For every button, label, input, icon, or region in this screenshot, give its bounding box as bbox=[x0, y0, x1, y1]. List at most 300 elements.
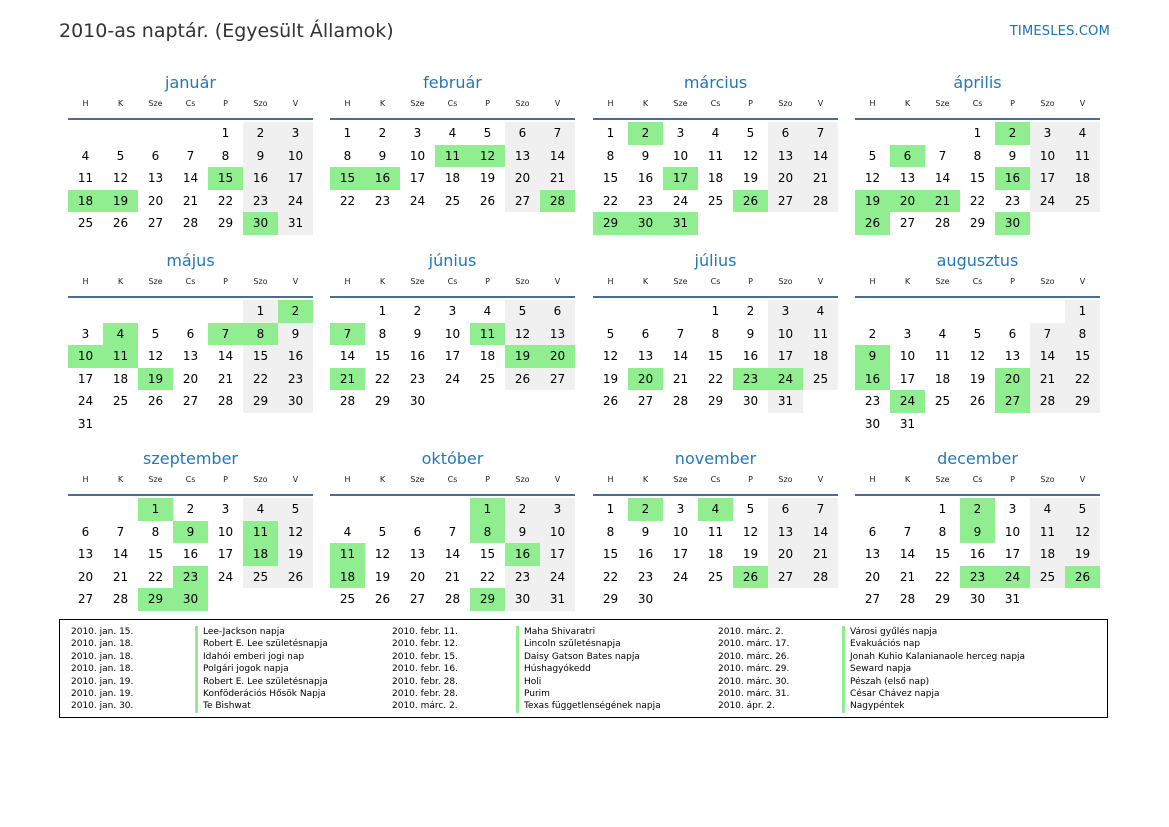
weekday-label: P bbox=[1010, 277, 1015, 286]
day-cell: 19 bbox=[374, 569, 391, 584]
holiday-date: 2010. febr. 11. bbox=[392, 627, 458, 637]
day-cell: 3 bbox=[768, 300, 803, 323]
day-cell: 26 bbox=[969, 394, 986, 408]
weekday-label: H bbox=[344, 475, 351, 484]
day-grid bbox=[593, 300, 838, 413]
day-cell: 28 bbox=[803, 566, 838, 589]
month-name: december bbox=[937, 449, 1018, 468]
holiday-row bbox=[392, 638, 661, 650]
day-cell: 28 bbox=[934, 216, 951, 230]
day-cell: 18 bbox=[444, 171, 461, 185]
day-cell: 29 bbox=[1065, 390, 1100, 413]
empty-cell bbox=[173, 122, 208, 145]
day-cell: 22 bbox=[479, 569, 496, 584]
day-cell: 6 bbox=[768, 498, 803, 521]
day-grid bbox=[330, 300, 575, 413]
day-cell: 28 bbox=[672, 394, 689, 408]
day-cell: 15 bbox=[479, 547, 496, 561]
day-cell: 4 bbox=[803, 300, 838, 323]
weekday-label: Szo bbox=[1040, 277, 1055, 286]
holiday-name: Seward napja bbox=[842, 663, 911, 675]
holiday-row bbox=[71, 663, 328, 675]
day-cell: 16 bbox=[742, 349, 759, 363]
weekday-label: K bbox=[642, 475, 649, 484]
day-cell: 1 bbox=[973, 126, 982, 140]
empty-cell bbox=[890, 300, 925, 323]
weekday-label: Szo bbox=[1040, 475, 1055, 484]
month-12 bbox=[855, 449, 1100, 611]
month-9 bbox=[68, 449, 313, 611]
day-cell: 6 bbox=[151, 148, 160, 163]
day-cell: 5 bbox=[606, 326, 615, 341]
day-cell: 29 bbox=[969, 216, 986, 230]
holiday-row bbox=[718, 700, 1025, 712]
holiday-date: 2010. ápr. 2. bbox=[718, 701, 776, 712]
month-name: október bbox=[421, 449, 484, 468]
holiday-row bbox=[392, 688, 661, 700]
holiday-name: Húshagyókedd bbox=[516, 663, 591, 675]
weekday-label: V bbox=[817, 277, 824, 286]
weekday-header bbox=[593, 274, 838, 298]
day-cell: 1 bbox=[606, 126, 615, 140]
empty-cell bbox=[68, 300, 103, 323]
month-10 bbox=[330, 449, 575, 611]
day-cell: 1 bbox=[378, 304, 387, 318]
weekday-label: Cs bbox=[185, 475, 196, 484]
empty-cell bbox=[628, 300, 663, 323]
day-cell: 29 bbox=[243, 390, 278, 413]
holiday-day-cell: 16 bbox=[505, 543, 540, 566]
day-cell: 20 bbox=[409, 569, 426, 584]
holiday-day-cell: 8 bbox=[470, 521, 505, 544]
weekday-label: P bbox=[748, 277, 753, 286]
day-cell: 28 bbox=[899, 592, 916, 606]
day-cell: 29 bbox=[217, 216, 234, 230]
day-cell: 10 bbox=[899, 349, 916, 363]
day-cell: 17 bbox=[278, 167, 313, 190]
day-cell: 17 bbox=[1030, 167, 1065, 190]
empty-cell bbox=[103, 122, 138, 145]
day-cell: 7 bbox=[803, 122, 838, 145]
day-cell: 14 bbox=[112, 547, 129, 561]
weekday-label: V bbox=[817, 99, 824, 108]
holiday-row bbox=[718, 626, 1025, 638]
weekday-label: Szo bbox=[515, 475, 530, 484]
day-cell: 24 bbox=[278, 190, 313, 213]
day-cell: 13 bbox=[637, 349, 654, 363]
day-cell: 24 bbox=[540, 566, 575, 589]
day-cell: 24 bbox=[1030, 190, 1065, 213]
day-cell: 12 bbox=[864, 171, 881, 185]
weekday-header bbox=[330, 472, 575, 496]
holiday-day-cell: 11 bbox=[435, 145, 470, 168]
day-cell: 15 bbox=[602, 171, 619, 185]
holiday-day-cell: 29 bbox=[138, 588, 173, 611]
day-cell: 17 bbox=[768, 345, 803, 368]
day-cell: 23 bbox=[637, 193, 654, 208]
holiday-day-cell: 16 bbox=[365, 167, 400, 190]
holiday-day-cell: 26 bbox=[733, 566, 768, 589]
holiday-day-cell: 2 bbox=[628, 498, 663, 521]
day-cell: 24 bbox=[672, 569, 689, 584]
holiday-name: Polgári jogok napja bbox=[195, 663, 289, 675]
day-cell: 19 bbox=[278, 543, 313, 566]
weekday-label: H bbox=[607, 99, 614, 108]
day-cell: 14 bbox=[1030, 345, 1065, 368]
weekday-header bbox=[330, 274, 575, 298]
month-name: február bbox=[423, 73, 482, 92]
holiday-column bbox=[71, 626, 328, 713]
day-cell: 9 bbox=[505, 521, 540, 544]
day-cell: 23 bbox=[864, 394, 881, 408]
day-cell: 25 bbox=[112, 394, 129, 408]
holiday-day-cell: 21 bbox=[330, 368, 365, 391]
day-cell: 28 bbox=[803, 190, 838, 213]
day-cell: 17 bbox=[217, 547, 234, 561]
weekday-label: K bbox=[642, 99, 649, 108]
weekday-label: P bbox=[1010, 475, 1015, 484]
day-cell: 2 bbox=[505, 498, 540, 521]
day-cell: 3 bbox=[221, 502, 230, 516]
day-cell: 15 bbox=[969, 171, 986, 185]
day-grid bbox=[68, 122, 313, 235]
day-cell: 31 bbox=[77, 416, 94, 431]
day-cell: 22 bbox=[707, 371, 724, 386]
holiday-day-cell: 11 bbox=[330, 543, 365, 566]
day-cell: 24 bbox=[444, 371, 461, 386]
day-cell: 7 bbox=[903, 524, 912, 539]
day-cell: 25 bbox=[803, 368, 838, 391]
day-cell: 20 bbox=[864, 569, 881, 584]
holiday-date: 2010. márc. 26. bbox=[718, 651, 790, 662]
day-cell: 8 bbox=[973, 148, 982, 163]
holiday-date: 2010. jan. 18. bbox=[71, 639, 134, 650]
holiday-day-cell: 16 bbox=[855, 368, 890, 391]
holiday-date: 2010. febr. 28. bbox=[392, 676, 458, 687]
day-cell: 30 bbox=[505, 588, 540, 611]
holiday-day-cell: 20 bbox=[890, 190, 925, 213]
holiday-name: Holi bbox=[516, 676, 541, 688]
day-cell: 9 bbox=[641, 148, 650, 163]
day-cell: 23 bbox=[374, 193, 391, 208]
holiday-day-cell: 20 bbox=[628, 368, 663, 391]
day-cell: 9 bbox=[243, 145, 278, 168]
day-cell: 22 bbox=[934, 569, 951, 584]
day-cell: 8 bbox=[221, 148, 230, 163]
weekday-label: P bbox=[223, 99, 228, 108]
holiday-name: Daisy Gatson Bates napja bbox=[516, 651, 640, 663]
day-cell: 7 bbox=[116, 524, 125, 539]
day-cell: 6 bbox=[641, 326, 650, 341]
empty-cell bbox=[400, 498, 435, 521]
month-4 bbox=[855, 73, 1100, 235]
holiday-day-cell: 27 bbox=[995, 390, 1030, 413]
day-cell: 14 bbox=[672, 349, 689, 363]
day-cell: 24 bbox=[77, 394, 94, 408]
day-cell: 19 bbox=[742, 171, 759, 185]
day-cell: 11 bbox=[934, 349, 951, 363]
holiday-day-cell: 26 bbox=[733, 190, 768, 213]
holiday-name: Texas függetlenségének napja bbox=[516, 700, 661, 712]
holiday-day-cell: 30 bbox=[995, 212, 1030, 235]
weekday-label: Szo bbox=[515, 277, 530, 286]
weekday-label: P bbox=[748, 475, 753, 484]
day-cell: 26 bbox=[147, 394, 164, 408]
month-8 bbox=[855, 251, 1100, 435]
day-cell: 27 bbox=[637, 394, 654, 408]
day-cell: 27 bbox=[864, 592, 881, 606]
holiday-date: 2010. jan. 18. bbox=[71, 651, 134, 662]
empty-cell bbox=[435, 498, 470, 521]
day-cell: 28 bbox=[1030, 390, 1065, 413]
day-cell: 3 bbox=[448, 304, 457, 318]
holiday-day-cell: 30 bbox=[628, 212, 663, 235]
day-cell: 20 bbox=[768, 543, 803, 566]
holiday-day-cell: 11 bbox=[470, 323, 505, 346]
holiday-day-cell: 15 bbox=[208, 167, 243, 190]
holiday-date: 2010. jan. 30. bbox=[71, 701, 134, 712]
empty-cell bbox=[68, 498, 103, 521]
day-cell: 27 bbox=[768, 566, 803, 589]
holiday-day-cell: 18 bbox=[330, 566, 365, 589]
day-cell: 21 bbox=[803, 167, 838, 190]
empty-cell bbox=[208, 300, 243, 323]
holiday-row bbox=[392, 700, 661, 712]
day-cell: 18 bbox=[479, 349, 496, 363]
holiday-date: 2010. jan. 19. bbox=[71, 688, 134, 699]
empty-cell bbox=[995, 300, 1030, 323]
day-cell: 5 bbox=[378, 524, 387, 539]
weekday-label: H bbox=[869, 99, 876, 108]
weekday-label: Cs bbox=[185, 277, 196, 286]
day-cell: 13 bbox=[864, 547, 881, 561]
day-cell: 25 bbox=[479, 371, 496, 386]
weekday-label: H bbox=[344, 277, 351, 286]
day-cell: 8 bbox=[1065, 323, 1100, 346]
month-name: augusztus bbox=[936, 251, 1019, 270]
holiday-day-cell: 30 bbox=[243, 212, 278, 235]
day-cell: 22 bbox=[602, 569, 619, 584]
day-cell: 8 bbox=[938, 524, 947, 539]
holiday-date: 2010. febr. 28. bbox=[392, 688, 458, 699]
empty-cell bbox=[960, 300, 995, 323]
day-cell: 18 bbox=[707, 547, 724, 561]
day-cell: 1 bbox=[1065, 300, 1100, 323]
holiday-day-cell: 26 bbox=[1065, 566, 1100, 589]
day-cell: 27 bbox=[147, 216, 164, 230]
day-cell: 22 bbox=[969, 193, 986, 208]
day-cell: 31 bbox=[540, 588, 575, 611]
day-cell: 15 bbox=[1065, 345, 1100, 368]
day-cell: 25 bbox=[243, 566, 278, 589]
day-cell: 9 bbox=[278, 323, 313, 346]
day-cell: 2 bbox=[243, 122, 278, 145]
day-cell: 7 bbox=[676, 326, 685, 341]
day-cell: 10 bbox=[409, 148, 426, 163]
day-cell: 23 bbox=[1004, 193, 1021, 208]
day-cell: 29 bbox=[602, 592, 619, 606]
day-grid bbox=[593, 122, 838, 235]
weekday-header bbox=[68, 96, 313, 120]
weekday-label: Cs bbox=[710, 475, 721, 484]
weekday-header bbox=[593, 472, 838, 496]
weekday-header bbox=[855, 472, 1100, 496]
day-cell: 5 bbox=[483, 126, 492, 140]
holiday-day-cell: 7 bbox=[208, 323, 243, 346]
day-cell: 18 bbox=[934, 371, 951, 386]
weekday-label: K bbox=[904, 99, 911, 108]
day-cell: 1 bbox=[711, 304, 720, 318]
weekday-label: Sze bbox=[410, 475, 425, 484]
day-cell: 27 bbox=[182, 394, 199, 408]
holiday-day-cell: 26 bbox=[855, 212, 890, 235]
day-cell: 29 bbox=[707, 394, 724, 408]
month-name: július bbox=[694, 251, 737, 270]
day-cell: 7 bbox=[803, 498, 838, 521]
holiday-day-cell: 4 bbox=[103, 323, 138, 346]
day-cell: 20 bbox=[768, 167, 803, 190]
weekday-label: Cs bbox=[447, 277, 458, 286]
empty-cell bbox=[855, 300, 890, 323]
day-cell: 6 bbox=[413, 524, 422, 539]
holiday-day-cell: 1 bbox=[470, 498, 505, 521]
site-link[interactable]: TIMESLES.COM bbox=[1009, 24, 1110, 39]
month-name: szeptember bbox=[142, 449, 238, 468]
weekday-label: Szo bbox=[778, 277, 793, 286]
day-cell: 1 bbox=[221, 126, 230, 140]
weekday-label: V bbox=[817, 475, 824, 484]
holiday-day-cell: 19 bbox=[103, 190, 138, 213]
day-cell: 23 bbox=[409, 371, 426, 386]
day-cell: 8 bbox=[343, 148, 352, 163]
holiday-day-cell: 23 bbox=[733, 368, 768, 391]
day-cell: 6 bbox=[505, 122, 540, 145]
day-cell: 25 bbox=[934, 394, 951, 408]
day-cell: 16 bbox=[278, 345, 313, 368]
day-cell: 12 bbox=[969, 349, 986, 363]
weekday-label: Cs bbox=[447, 475, 458, 484]
day-cell: 21 bbox=[182, 193, 199, 208]
day-cell: 19 bbox=[1065, 543, 1100, 566]
day-cell: 1 bbox=[606, 502, 615, 516]
day-cell: 14 bbox=[444, 547, 461, 561]
holiday-day-cell: 11 bbox=[103, 345, 138, 368]
day-cell: 26 bbox=[479, 193, 496, 208]
holiday-day-cell: 2 bbox=[628, 122, 663, 145]
day-cell: 7 bbox=[938, 148, 947, 163]
day-grid bbox=[593, 498, 838, 611]
day-cell: 13 bbox=[768, 521, 803, 544]
weekday-label: Cs bbox=[447, 99, 458, 108]
holiday-day-cell: 29 bbox=[593, 212, 628, 235]
day-cell: 23 bbox=[278, 368, 313, 391]
day-cell: 12 bbox=[278, 521, 313, 544]
day-grid bbox=[330, 498, 575, 611]
holiday-day-cell: 4 bbox=[698, 498, 733, 521]
day-cell: 4 bbox=[938, 326, 947, 341]
weekday-label: Cs bbox=[972, 277, 983, 286]
day-cell: 4 bbox=[483, 304, 492, 318]
day-cell: 13 bbox=[540, 323, 575, 346]
day-cell: 10 bbox=[768, 323, 803, 346]
day-cell: 9 bbox=[746, 326, 755, 341]
holiday-day-cell: 16 bbox=[995, 167, 1030, 190]
weekday-label: K bbox=[379, 99, 386, 108]
day-cell: 2 bbox=[746, 304, 755, 318]
holiday-name: Konföderációs Hősök Napja bbox=[195, 688, 326, 700]
holiday-date: 2010. jan. 19. bbox=[71, 676, 134, 687]
holiday-day-cell: 19 bbox=[138, 368, 173, 391]
day-cell: 17 bbox=[540, 543, 575, 566]
holiday-row bbox=[392, 626, 661, 638]
day-cell: 8 bbox=[378, 326, 387, 341]
holiday-day-cell: 18 bbox=[243, 543, 278, 566]
holiday-name: Lee-Jackson napja bbox=[195, 626, 285, 638]
weekday-label: H bbox=[869, 475, 876, 484]
weekday-label: Sze bbox=[410, 99, 425, 108]
day-cell: 15 bbox=[147, 547, 164, 561]
weekday-label: Sze bbox=[935, 475, 950, 484]
holiday-date: 2010. márc. 29. bbox=[718, 664, 790, 675]
day-cell: 6 bbox=[1008, 326, 1017, 341]
day-cell: 3 bbox=[903, 326, 912, 341]
weekday-label: H bbox=[607, 277, 614, 286]
day-cell: 14 bbox=[339, 349, 356, 363]
day-cell: 17 bbox=[409, 171, 426, 185]
weekday-label: V bbox=[1079, 277, 1086, 286]
day-cell: 9 bbox=[1008, 148, 1017, 163]
day-cell: 30 bbox=[969, 592, 986, 606]
day-cell: 18 bbox=[707, 171, 724, 185]
holiday-day-cell: 9 bbox=[960, 521, 995, 544]
day-cell: 10 bbox=[540, 521, 575, 544]
weekday-label: Szo bbox=[778, 475, 793, 484]
weekday-label: K bbox=[379, 475, 386, 484]
weekday-label: V bbox=[1079, 99, 1086, 108]
day-cell: 18 bbox=[1065, 167, 1100, 190]
empty-cell bbox=[68, 122, 103, 145]
day-cell: 31 bbox=[768, 390, 803, 413]
holiday-column bbox=[392, 626, 661, 713]
day-cell: 14 bbox=[217, 349, 234, 363]
day-cell: 3 bbox=[1008, 502, 1017, 516]
day-cell: 22 bbox=[147, 569, 164, 584]
holiday-date: 2010. márc. 17. bbox=[718, 639, 790, 650]
holiday-day-cell: 1 bbox=[138, 498, 173, 521]
holiday-day-cell: 2 bbox=[278, 300, 313, 323]
day-cell: 26 bbox=[505, 368, 540, 391]
weekday-label: H bbox=[344, 99, 351, 108]
day-cell: 30 bbox=[278, 390, 313, 413]
day-cell: 2 bbox=[413, 304, 422, 318]
month-name: május bbox=[166, 251, 215, 270]
day-cell: 21 bbox=[540, 167, 575, 190]
weekday-label: K bbox=[117, 99, 124, 108]
day-cell: 18 bbox=[112, 371, 129, 386]
month-name: november bbox=[674, 449, 757, 468]
day-cell: 5 bbox=[973, 326, 982, 341]
holiday-day-cell: 21 bbox=[925, 190, 960, 213]
weekday-label: H bbox=[607, 475, 614, 484]
holiday-row bbox=[392, 663, 661, 675]
day-cell: 14 bbox=[803, 145, 838, 168]
day-cell: 1 bbox=[343, 126, 352, 140]
holiday-name: Purim bbox=[516, 688, 550, 700]
holiday-day-cell: 2 bbox=[960, 498, 995, 521]
weekday-label: P bbox=[485, 277, 490, 286]
day-cell: 30 bbox=[742, 394, 759, 408]
day-grid bbox=[68, 300, 313, 435]
